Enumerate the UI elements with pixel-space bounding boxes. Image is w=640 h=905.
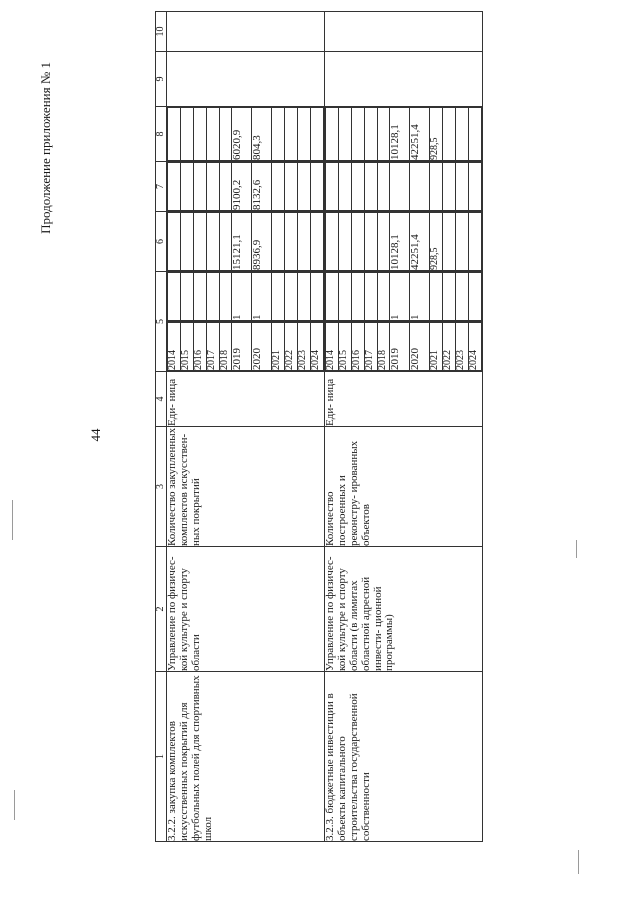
value-cell — [326, 213, 339, 271]
empty-cell — [167, 12, 325, 52]
value-cell — [285, 213, 298, 271]
value-cell — [168, 108, 181, 161]
year-cell: 2018 — [377, 323, 390, 371]
value-cell — [219, 108, 232, 161]
value-cell — [206, 273, 219, 321]
value-cell — [298, 108, 311, 161]
value-cell — [219, 163, 232, 211]
value-cell — [326, 163, 339, 211]
header-col-8: 8 — [156, 107, 167, 162]
value-cell — [193, 163, 206, 211]
value-cell — [311, 163, 324, 211]
value-cell — [410, 163, 430, 211]
value-cell — [298, 273, 311, 321]
year-cell: 2020 — [410, 323, 430, 371]
indicator-name: Количество построенных и реконстру- ированных объектов — [325, 427, 483, 547]
value-cell — [456, 273, 469, 321]
table-row-group — [167, 12, 325, 842]
table-body — [167, 12, 483, 842]
value-cell — [351, 163, 364, 211]
year-cell: 2020 — [252, 323, 272, 371]
value-cell: 8132,6 — [252, 163, 272, 211]
value-cell — [326, 273, 339, 321]
value-cell — [469, 273, 482, 321]
year-cell: 2015 — [338, 323, 351, 371]
table-header — [156, 12, 167, 842]
value-cell — [443, 163, 456, 211]
value-cell: 1 — [390, 273, 410, 321]
year-cell: 2023 — [298, 323, 311, 371]
value-cell — [168, 213, 181, 271]
value-cell — [272, 108, 285, 161]
value-cell — [311, 213, 324, 271]
header-col-1: 1 — [156, 672, 167, 842]
value-cell — [193, 273, 206, 321]
value-cell — [377, 213, 390, 271]
value-cell — [390, 163, 410, 211]
value-cell — [430, 163, 443, 211]
value-cell — [311, 273, 324, 321]
value-cell — [338, 273, 351, 321]
year-cell: 2018 — [219, 323, 232, 371]
value-cell: 1 — [232, 273, 252, 321]
value-cell — [311, 108, 324, 161]
value-cell — [338, 108, 351, 161]
empty-cell — [325, 52, 483, 107]
value-cell — [285, 273, 298, 321]
value-cell — [272, 213, 285, 271]
value-cell — [219, 273, 232, 321]
header-col-6: 6 — [156, 212, 167, 272]
value-cell — [364, 213, 377, 271]
value-cell — [443, 108, 456, 161]
value-cell: 1 — [410, 273, 430, 321]
header-col-7: 7 — [156, 162, 167, 212]
value-cell: 10128,1 — [390, 108, 410, 161]
value-cell — [364, 108, 377, 161]
measure-name: 3.2.3. бюджетные инвестиции в объекты капитального строительства государственной собственности — [325, 672, 483, 842]
header-col-5: 5 — [156, 272, 167, 372]
value-cell — [298, 163, 311, 211]
value-cell: 6020,9 — [232, 108, 252, 161]
program-table — [155, 11, 483, 842]
header-col-2: 2 — [156, 547, 167, 672]
value-cell — [180, 108, 193, 161]
empty-cell — [325, 12, 483, 52]
value-cell — [377, 273, 390, 321]
page-number: 44 — [88, 428, 103, 442]
year-cell: 2019 — [390, 323, 410, 371]
value-cell — [272, 163, 285, 211]
value-cell: 804,3 — [252, 108, 272, 161]
value-cell — [180, 273, 193, 321]
header-col-3: 3 — [156, 427, 167, 547]
value-cell — [219, 213, 232, 271]
unit-of-measure: Еди- ница — [167, 372, 325, 427]
header-col-4: 4 — [156, 372, 167, 427]
header-col-10: 10 — [156, 12, 167, 52]
year-cell: 2017 — [206, 323, 219, 371]
value-cell: 1 — [252, 273, 272, 321]
indicator-name: Количество закупленных комплектов искусствен- ных покрытий — [167, 427, 325, 547]
value-cell: 8936,9 — [252, 213, 272, 271]
year-cell: 2021 — [430, 323, 443, 371]
value-cell — [443, 273, 456, 321]
value-cell: 42251,4 — [410, 213, 430, 271]
year-cell: 2016 — [351, 323, 364, 371]
year-cell: 2024 — [469, 323, 482, 371]
value-cell — [364, 273, 377, 321]
value-cell — [456, 163, 469, 211]
rotated-page-content — [0, 26, 640, 842]
unit-of-measure: Еди- ница — [325, 372, 483, 427]
value-cell — [351, 108, 364, 161]
year-cell: 2014 — [326, 323, 339, 371]
value-cell: 928,5 — [430, 213, 443, 271]
year-cell: 2017 — [364, 323, 377, 371]
value-cell — [285, 108, 298, 161]
year-cell: 2023 — [456, 323, 469, 371]
value-cell — [469, 108, 482, 161]
responsible-executor: Управление по физичес- кой культуре и спорту области — [167, 547, 325, 672]
value-cell — [168, 163, 181, 211]
value-cell — [206, 108, 219, 161]
year-cell: 2014 — [168, 323, 181, 371]
measure-name: 3.2.2. закупка комплектов искусственных покрытий для футбольных полей для спортивных школ — [167, 672, 325, 842]
value-cell — [180, 213, 193, 271]
value-cell — [351, 213, 364, 271]
value-cell — [469, 163, 482, 211]
value-cell — [456, 108, 469, 161]
year-cell: 2016 — [193, 323, 206, 371]
value-cell — [443, 213, 456, 271]
value-cell: 10128,1 — [390, 213, 410, 271]
value-cell — [456, 213, 469, 271]
table-row-group — [325, 12, 483, 842]
value-cell — [351, 273, 364, 321]
value-cell — [377, 108, 390, 161]
value-cell: 15121,1 — [232, 213, 252, 271]
value-cell — [469, 213, 482, 271]
year-cell: 2022 — [443, 323, 456, 371]
year-cell: 2015 — [180, 323, 193, 371]
value-cell — [206, 213, 219, 271]
value-cell — [364, 163, 377, 211]
continuation-heading: Продолжение приложения № 1 — [38, 62, 53, 234]
value-cell: 42251,4 — [410, 108, 430, 161]
value-cell — [338, 213, 351, 271]
value-cell — [285, 163, 298, 211]
value-cell — [326, 108, 339, 161]
value-cell — [430, 273, 443, 321]
value-cell — [180, 163, 193, 211]
value-cell: 9100,2 — [232, 163, 252, 211]
value-cell — [298, 213, 311, 271]
year-cell: 2022 — [285, 323, 298, 371]
value-cell — [272, 273, 285, 321]
header-col-9: 9 — [156, 52, 167, 107]
value-cell — [168, 273, 181, 321]
year-cell: 2019 — [232, 323, 252, 371]
value-cell — [193, 213, 206, 271]
empty-cell — [167, 52, 325, 107]
responsible-executor: Управление по физичес- кой культуре и спорту области (в лимитах областной адресной инвести- ционной программы) — [325, 547, 483, 672]
scan-edge-mark — [578, 850, 579, 874]
value-cell — [338, 163, 351, 211]
value-cell — [193, 108, 206, 161]
year-cell: 2021 — [272, 323, 285, 371]
value-cell: 928,5 — [430, 108, 443, 161]
value-cell — [377, 163, 390, 211]
value-cell — [206, 163, 219, 211]
year-cell: 2024 — [311, 323, 324, 371]
